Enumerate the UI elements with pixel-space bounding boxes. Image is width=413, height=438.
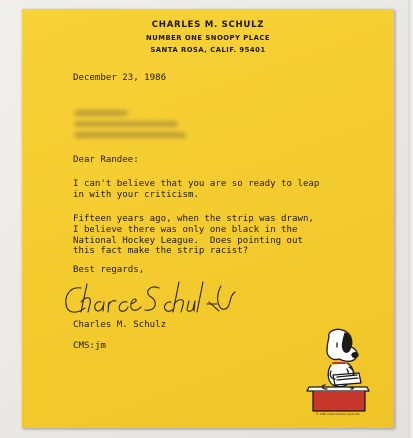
- letter-date: December 23, 1986: [73, 73, 167, 83]
- paragraph-line: this fact make the strip racist?: [73, 246, 249, 257]
- paragraph-line: I can't believe that you are so ready to leap: [73, 179, 320, 189]
- letterhead-name: CHARLES M. SCHULZ: [151, 20, 265, 30]
- snoopy-at-typewriter-icon: [287, 327, 383, 413]
- letterhead-city: SANTA ROSA, CALIF. 95401: [150, 46, 266, 54]
- paragraph-line: National Hockey League. Does pointing out: [73, 235, 303, 246]
- copyright-notice: © 1966 United Feature Syndicate: [316, 413, 360, 416]
- frame-edge: [408, 0, 413, 438]
- handwritten-signature: [59, 278, 259, 320]
- paragraph-1: [73, 179, 319, 201]
- paragraph-line: in with your criticism.: [73, 189, 199, 200]
- paragraph-2: [73, 214, 314, 257]
- closing: Best regards,: [73, 265, 145, 275]
- paragraph-line: I believe there was only one black in the: [73, 224, 298, 235]
- typed-name: Charles M. Schulz: [73, 320, 167, 330]
- letter-page: [22, 9, 394, 428]
- typist-initials: CMS:jm: [73, 341, 106, 351]
- salutation: Dear Randee:: [73, 155, 139, 165]
- letterhead-address: NUMBER ONE SNOOPY PLACE: [146, 34, 270, 42]
- paragraph-line: Fifteen years ago, when the strip was drawn,: [73, 214, 314, 224]
